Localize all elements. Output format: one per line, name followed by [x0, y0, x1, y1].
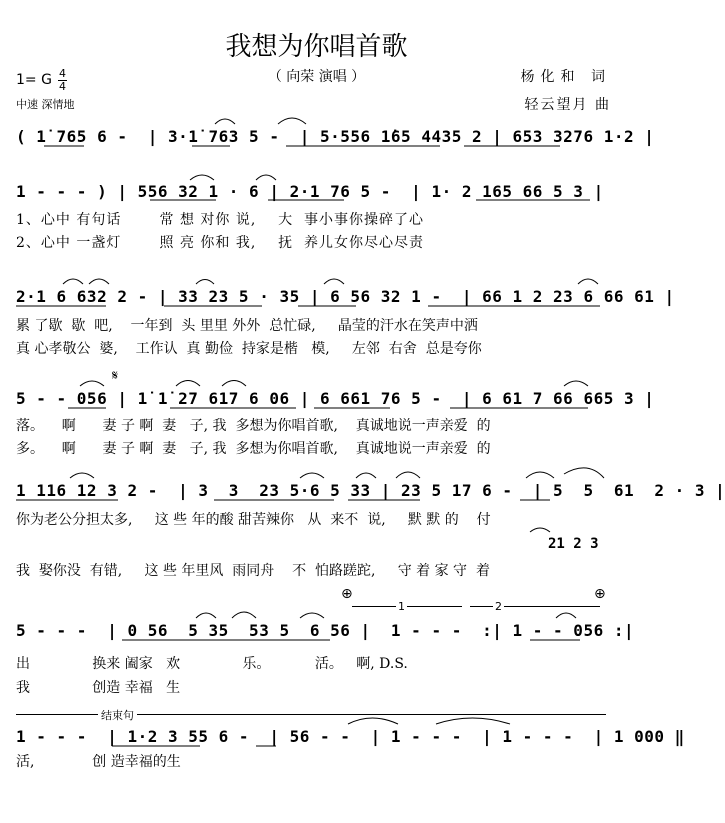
- tie-arc: [70, 473, 94, 478]
- tie-arc: [89, 279, 109, 284]
- lyricist-credit: 杨化和 词: [520, 69, 611, 85]
- tie-arc: [526, 472, 554, 478]
- notation-line-6: 5 - - - | 0 56 5 35 53 5 6 56 | 1 - - - :| 1 - - 056 :|: [16, 621, 635, 640]
- lyric-verse1-line-5: 你为老公分担太多, 这 些 年的酸 甜苦辣你 从 来不 说, 默 默 的 付: [16, 512, 491, 528]
- notation-line-4: 5 - - 056 | 1̇ 1̇ 27 617 6 06 | 6 661 76 5 - | 6 61 7 66 665 3 |: [16, 389, 655, 408]
- volta-number-2: 2: [495, 600, 502, 613]
- tie-arc: [196, 613, 216, 618]
- singer-credit: （ 向荣 演唱 ）: [267, 69, 366, 85]
- tie-arc: [196, 280, 214, 285]
- tie-arc: [300, 613, 324, 618]
- composer-credit: 轻云望月 曲: [524, 97, 611, 113]
- lyric-verse2-line-6: 我 创造 幸福 生: [16, 680, 181, 696]
- ending-label: 结束句: [98, 707, 137, 723]
- tie-arc: [215, 119, 235, 124]
- notation-line-3: 2·1 6 632 2 - | 33 23 5 · 35 | 6 56 32 1 - | 66 1 2 23 6 66 61 |: [16, 287, 675, 306]
- lyric-verse2-line-5: 我 娶你没 有错, 这 些 年里风 雨同舟 不 怕路蹉跎, 守 着 家 守 着: [16, 563, 490, 579]
- tie-arc: [556, 613, 576, 618]
- volta-number-1: 1: [398, 600, 405, 613]
- tie-arc: [190, 175, 214, 180]
- tie-arc: [300, 473, 324, 478]
- song-title: 我想为你唱首歌: [225, 32, 408, 62]
- tie-arc: [80, 381, 104, 386]
- lyric-verse1-line-6: 出 换来 阖家 欢 乐。 活。 啊, D.S.: [16, 656, 408, 672]
- lyric-verse2-line-4: 多。 啊 妻 子 啊 妻 子, 我 多想为你唱首歌, 真诚地说一声亲爱 的: [16, 441, 491, 457]
- tie-arc: [356, 473, 376, 478]
- tie-arc: [436, 718, 510, 724]
- lyric-verse1-line-3: 累 了歇 歇 吧, 一年到 头 里里 外外 总忙碌, 晶莹的汗水在笑声中洒: [16, 318, 478, 334]
- lyric-verse1-line-2: 1、心中 有句话 常 想 对你 说, 大 事小事你操碎了心: [16, 212, 425, 228]
- key-signature: 1= G: [16, 72, 52, 88]
- lyric-verse1-line-4: 落。 啊 妻 子 啊 妻 子, 我 多想为你唱首歌, 真诚地说一声亲爱 的: [16, 418, 491, 434]
- tie-arc: [232, 612, 256, 618]
- pickup-notes: 21 2 3: [548, 536, 599, 552]
- tempo-marking: 中速 深情地: [16, 98, 75, 111]
- tie-arc: [278, 118, 306, 124]
- notation-line-5: 1 116 12 3 2 - | 3 3 23 5·6 5 33 | 23 5 17 6 - | 5 5 61 2 · 3 |: [16, 481, 725, 500]
- notation-line-7: 1 - - - | 1·2 3 55 6 - | 56 - - | 1 - - - | 1 - - - | 1 000 ‖: [16, 727, 685, 746]
- lyric-verse2-line-3: 真 心孝敬公 婆, 工作认 真 勤俭 持家是楷 模, 左邻 右舍 总是夸你: [16, 341, 482, 357]
- tie-arc: [564, 468, 604, 478]
- notation-line-2: 1 - - - ) | 556 32 1 · 6 | 2·1 76 5 - | 1· 2 165 66 5 3 |: [16, 182, 604, 201]
- tie-arc: [324, 279, 344, 284]
- lyric-verse2-line-2: 2、心中 一盏灯 照 亮 你和 我, 抚 养儿女你尽心尽责: [16, 235, 425, 251]
- segno-mark: 𝄋: [112, 368, 119, 384]
- coda-mark-1: ⊕: [341, 586, 353, 602]
- tie-arc: [578, 279, 598, 284]
- tie-arc: [176, 381, 200, 387]
- time-bottom: 4: [59, 80, 66, 93]
- lyric-verse1-line-7: 活, 创 造幸福的生: [16, 754, 181, 770]
- tie-arc: [396, 472, 420, 478]
- tie-arc: [348, 718, 398, 724]
- time-top: 4: [59, 67, 66, 80]
- notation-line-1: ( 1̇ 765 6 - | 3·1̇ 763 5 - | 5·556 1̇65 4435 2 | 653 3276 1·2 |: [16, 127, 655, 146]
- tie-arc: [222, 381, 246, 387]
- coda-mark-2: ⊕: [594, 586, 606, 602]
- tie-arc: [256, 175, 276, 180]
- tie-arc: [530, 528, 550, 532]
- tie-arc: [63, 279, 83, 284]
- tie-arc: [564, 381, 588, 386]
